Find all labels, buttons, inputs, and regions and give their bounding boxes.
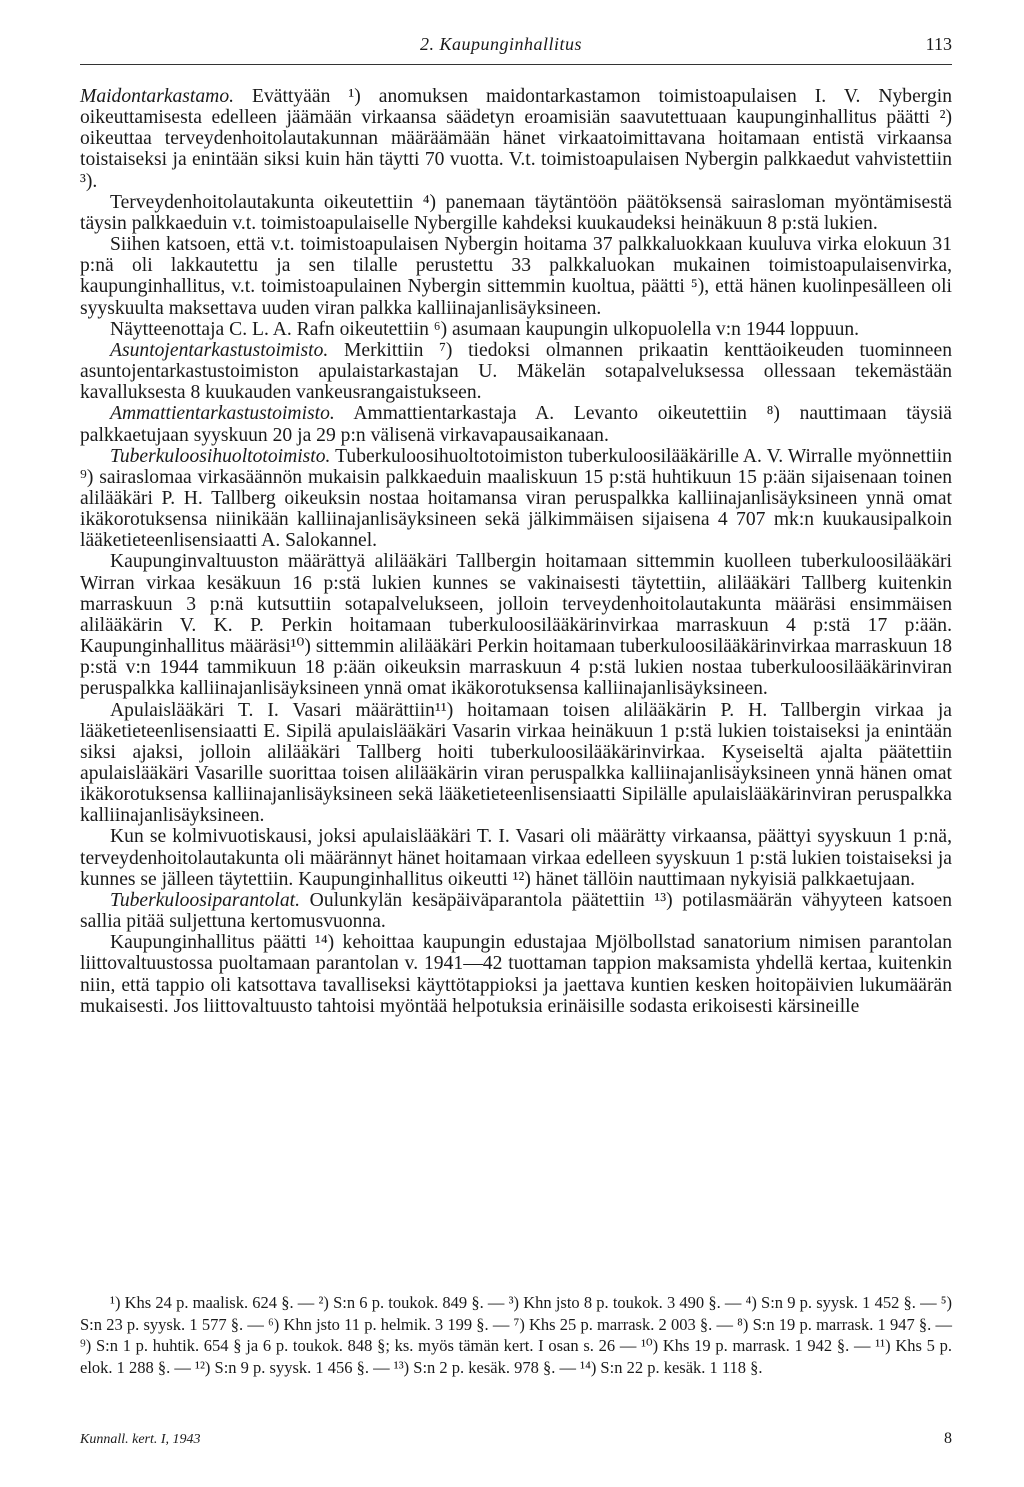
paragraph-text: Terveydenhoitolautakunta oikeutettiin ⁴) panemaan täytäntöön päätöksensä sairasloman myöntämisestä täysin palkkaeduin v.t. toimistoapulaiselle Nybergille kahdeksi kuukaudeksi heinäkuun 8 p:stä lukien.: [80, 191, 952, 234]
paragraph-text: Apulaislääkäri T. I. Vasari määrättiin¹¹) hoitamaan toisen alilääkärin P. H. Tallbergin virkaa ja lääketieteenlisensiaatti E. Sipilä apulaislääkäri Vasarin virkaa heinäkuun 1 p:stä lukien toistaiseksi ja enintään siksi ajaksi, jolloin alilääkäri Tallberg hoiti tuberkuloosilääkärinvirkaa. Kyseiseltä ajalta päätettiin apulaislääkäri Vasarille suorittaa toisen alilääkärin viran peruspalkka kalliinajanlisäyksineen ynnä hänen omat ikäkorotuksensa kalliinajanlisäyksineen sekä lääketieteenlisensiaatti Sipilälle apulaislääkärinviran peruspalkka kalliinajanlisäyksineen.: [80, 699, 952, 827]
paragraph-heading: Asuntojentarkastustoimisto.: [110, 339, 329, 361]
paragraph-text: Merkittiin ⁷) tiedoksi olmannen prikaatin kenttäoikeuden tuominneen asuntojentarkastustoimiston apulaistarkastajan U. Mäkelän sotapalveluksessa ollessaan tekemästään kavalluksesta 8 kuukauden vankeusrangaistukseen.: [80, 339, 952, 404]
paragraph: [80, 551, 952, 699]
body-text: [80, 86, 952, 1017]
paragraph: [80, 403, 952, 445]
signature-mark: 8: [944, 1430, 952, 1447]
paragraph-text: Kaupunginhallitus päätti ¹⁴) kehoittaa kaupungin edustajaa Mjölbollstad sanatorium nimisen parantolan liittovaltuustossa puoltamaan parantolan v. 1941—42 tuottaman tappion maksamista yhdellä kertaa, kuitenkin niin, että tappio oli katsottava tavalliseksi käyttötappioksi ja jaettava kuntien kesken hoitopäivien lukumäärän mukaisesti. Jos liittovaltuusto tahtoisi myöntää helpotuksia erinäisille sodasta erikoisesti kärsineille: [80, 932, 952, 1017]
paragraph-text: Siihen katsoen, että v.t. toimistoapulaisen Nybergin hoitama 37 palkkaluokkaan kuuluva virka elokuun 31 p:nä oli lakkautettu ja sen tilalle perustettu 33 palkkaluokan mukainen toimistoapulaisenvirka, kaupunginhallitus, v.t. toimistoapulainen Nybergin sittemmin kuoltua, päätti ⁵), että hänen kuolinpesälleen oli syyskuulta maksettava uuden viran palkka kalliinajanlisäyksineen.: [80, 234, 952, 319]
section-title: 2. Kaupunginhallitus: [420, 34, 583, 54]
paragraph: [80, 826, 952, 889]
paragraph: [80, 446, 952, 552]
paragraph-text: Kaupunginvaltuuston määrättyä alilääkäri Tallbergin hoitamaan sittemmin kuolleen tuberkuloosilääkäri Wirran virkaa kesäkuun 16 p:stä lukien kunnes se vakinaisesti täytettiin, alilääkäri Tallberg kuitenkin marraskuun 3 p:nä kutsuttiin sotapalvelukseen, jolloin terveydenhoitolautakunta määräsi ensimmäisen alilääkärin V. K. P. Perkin hoitamaan tuberkuloosilääkärinvirkaa marraskuun 4 p:stä 17 p:ään. Kaupunginhallitus määräsi¹⁰) sittemmin alilääkäri Perkin hoitamaan tuberkuloosilääkärinvirkaa marraskuun 18 p:stä v:n 1944 tammikuun 18 p:ään oikeuksin marraskuun 4 p:stä lukien nostaa tuberkuloosilääkärinviran peruspalkka kalliinajanlisäyksineen ynnä omat ikäkorotuksensa kalliinajanlisäyksineen.: [80, 551, 952, 700]
paragraph: [80, 319, 952, 340]
paragraph: [80, 890, 952, 932]
publication-reference: Kunnall. kert. I, 1943: [80, 1432, 201, 1447]
paragraph: [80, 86, 952, 192]
paragraph-heading: Ammattientarkastustoimisto.: [110, 403, 335, 425]
paragraph: [80, 700, 952, 827]
paragraph: [80, 192, 952, 234]
paragraph-text: Evättyään ¹) anomuksen maidontarkastamon toimistoapulaisen I. V. Nybergin oikeuttamisesta edelleen jäämään virkaansa säädetyn eroamisiän saavutettuaan kaupunginhallitus päätti ²) oikeuttaa terveydenhoitolautakunnan määräämään hänet virkaatoimittavana hoitamaan entistä virkaansa toistaiseksi ja enintään siksi kuin hän täytti 70 vuotta. V.t. toimistoapulaisen Nybergin palkkaedut vahvistettiin ³).: [80, 86, 952, 192]
paragraph-text: Tuberkuloosihuoltotoimiston tuberkuloosilääkärille A. V. Wirralle myönnettiin ⁹) sairaslomaa virkasäännön mukaisin palkkaeduin maaliskuun 15 p:stä huhtikuun 15 p:ään sijaisenaan toinen alilääkäri P. H. Tallberg oikeuksin nostaa hoitamansa viran peruspalkka kalliinajanlisäyksineen ynnä omat ikäkorotuksensa niinikään kalliinajanlisäyksineen sekä jälkimmäisen sijaisena 4 707 mk:n kuukausipalkoin lääketieteenlisensiaatti A. Salokannel.: [80, 445, 952, 552]
footnote-text: ¹) Khs 24 p. maalisk. 624 §. — ²) S:n 6 p. toukok. 849 §. — ³) Khn jsto 8 p. toukok. 3 490 §. — ⁴) S:n 9 p. syysk. 1 452 §. — ⁵) S:n 23 p. syysk. 1 577 §. — ⁶) Khn jsto 11 p. helmik. 3 199 §. — ⁷) Khs 25 p. marrask. 2 003 §. — ⁸) S:n 19 p. marrask. 1 947 §. — ⁹) S:n 1 p. huhtik. 654 § ja 6 p. toukok. 848 §; ks. myös tämän kert. I osan s. 26 — ¹⁰) Khs 19 p. marrask. 1 942 §. — ¹¹) Khs 5 p. elok. 1 288 §. — ¹²) S:n 9 p. syysk. 1 456 §. — ¹³) S:n 2 p. kesäk. 978 §. — ¹⁴) S:n 22 p. kesäk. 1 118 §.: [80, 1293, 952, 1377]
paragraph-text: Kun se kolmivuotiskausi, joksi apulaislääkäri T. I. Vasari oli määrätty virkaansa, päättyi syyskuun 1 p:nä, terveydenhoitolautakunta oli määrännyt hänet hoitamaan virkaa edelleen syyskuun 1 p:stä lukien toistaiseksi ja kunnes se jälleen täytettiin. Kaupunginhallitus oikeutti ¹²) hänet tällöin nauttimaan nykyisiä palkkaetujaan.: [80, 826, 952, 890]
paragraph: [80, 932, 952, 1017]
footnotes: [80, 1292, 952, 1378]
running-header: [80, 34, 952, 64]
paragraph-text: Näytteenottaja C. L. A. Rafn oikeutettiin ⁶) asumaan kaupungin ulkopuolella v:n 1944 loppuun.: [110, 318, 860, 340]
paragraph-heading: Tuberkuloosihuoltotoimisto.: [110, 445, 331, 467]
paragraph-text: Ammattientarkastaja A. Levanto oikeutettiin ⁸) nauttimaan täysiä palkkaetujaan syyskuun 20 ja 29 p:n välisenä virkavapausaikanaan.: [80, 403, 952, 446]
page-number: 113: [925, 34, 952, 54]
page-footer: [80, 1430, 952, 1454]
paragraph: [80, 340, 952, 403]
paragraph-heading: Tuberkuloosiparantolat.: [110, 889, 300, 911]
header-rule: [80, 64, 952, 65]
paragraph: [80, 234, 952, 319]
paragraph-text: Oulunkylän kesäpäiväparantola päätettiin ¹³) potilasmäärän vähyyteen katsoen sallia pitää suljettuna kertomusvuonna.: [80, 889, 952, 933]
paragraph-heading: Maidontarkastamo.: [80, 86, 235, 107]
